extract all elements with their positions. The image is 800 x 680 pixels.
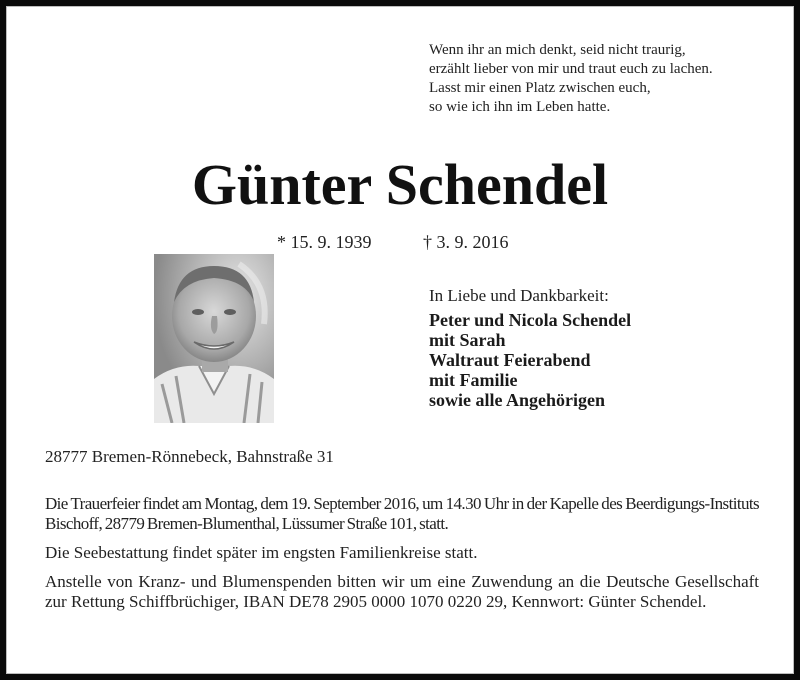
poem-line: Wenn ihr an mich denkt, seid nicht traurig, (429, 42, 686, 58)
birth-date: * 15. 9. 1939 (277, 232, 372, 252)
deceased-name: Günter Schendel (191, 152, 609, 217)
mourner-name: mit Familie (429, 370, 518, 390)
mourner-name: sowie alle Angehörigen (429, 390, 605, 410)
poem-line: erzählt lieber von mir und traut euch zu lachen. (429, 61, 713, 77)
mourners-intro: In Liebe und Dankbarkeit: (429, 286, 609, 305)
mourners-list (429, 310, 631, 410)
death-date: † 3. 9. 2016 (423, 232, 509, 252)
notice-body (45, 494, 759, 621)
portrait-photo (154, 254, 274, 423)
mourner-name: Peter und Nicola Schendel (429, 310, 632, 330)
obituary-notice (6, 6, 794, 674)
mourner-name: Waltraut Feierabend (429, 350, 591, 370)
memorial-poem (429, 41, 713, 117)
family-address: 28777 Bremen-Rönnebeck, Bahnstraße 31 (45, 447, 334, 466)
portrait-illustration (154, 254, 274, 423)
funeral-service-paragraph: Die Trauerfeier findet am Montag, dem 19. September 2016, um 14.30 Uhr in der Kapelle des Beerdigungs-Instituts Bischoff, 28779 Bremen-Blumenthal, Lüssumer Straße 101, statt. (45, 494, 759, 533)
poem-line: Lasst mir einen Platz zwischen euch, (429, 80, 651, 96)
mourner-name: mit Sarah (429, 330, 506, 350)
life-dates (277, 231, 509, 253)
donation-paragraph: Anstelle von Kranz- und Blumenspenden bitten wir um eine Zuwendung an die Deutsche Gesellschaft zur Rettung Schiffbrüchiger, IBAN DE78 2905 0000 1070 0220 29, Kennwort: Günter Schendel. (45, 572, 759, 611)
mourners-block (429, 285, 631, 410)
poem-line: so wie ich ihn im Leben hatte. (429, 99, 611, 115)
sea-burial-paragraph: Die Seebestattung findet später im engsten Familienkreise statt. (45, 543, 478, 562)
